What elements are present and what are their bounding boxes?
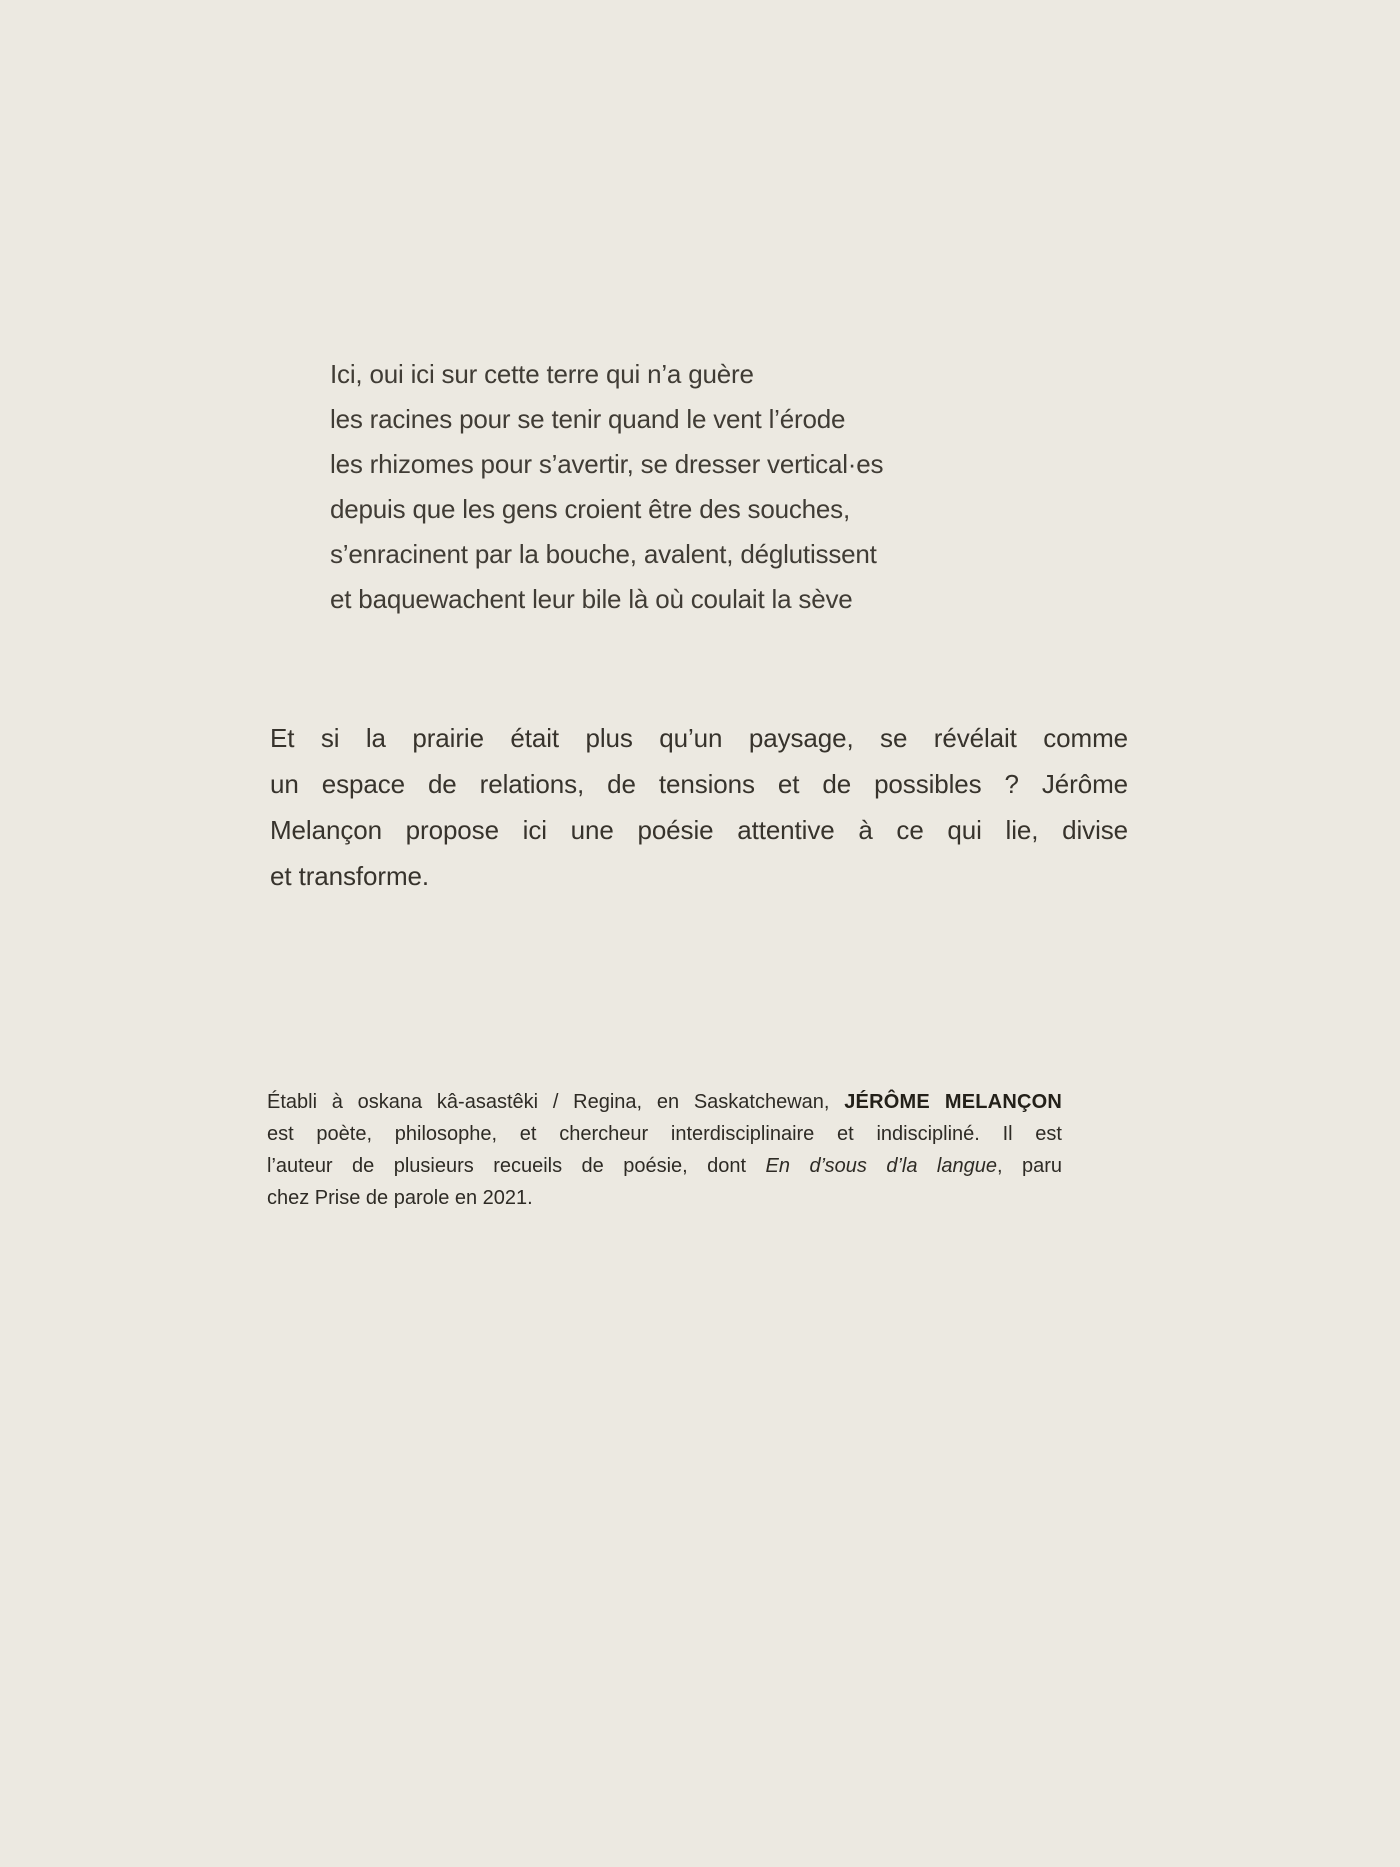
description-line: Melançon propose ici une poésie attentive à ce qui lie, divise: [270, 815, 1128, 845]
bio-line: [267, 1150, 1062, 1182]
poem-excerpt: [330, 352, 883, 622]
bio-line: [267, 1086, 1062, 1118]
poem-line: Ici, oui ici sur cette terre qui n’a guère: [330, 359, 754, 389]
back-cover-description: [270, 715, 1128, 899]
bio-line: est poète, philosophe, et chercheur interdisciplinaire et indiscipliné. Il est: [267, 1123, 1062, 1145]
description-line: un espace de relations, de tensions et de possibles ? Jérôme: [270, 769, 1128, 799]
bio-text: Établi à oskana kâ-asastêki / Regina, en Saskatchewan,: [267, 1091, 845, 1113]
description-line: Et si la prairie était plus qu’un paysage, se révélait comme: [270, 723, 1128, 753]
description-line: et transforme.: [270, 861, 429, 891]
poem-line: depuis que les gens croient être des souches,: [330, 494, 851, 524]
bio-text: l’auteur de plusieurs recueils de poésie, dont: [267, 1155, 766, 1177]
poem-line: et baquewachent leur bile là où coulait la sève: [330, 584, 853, 614]
bio-text: , paru: [996, 1155, 1062, 1177]
poem-line: les racines pour se tenir quand le vent l’érode: [330, 404, 846, 434]
author-bio: [267, 1086, 1062, 1214]
poem-line: s’enracinent par la bouche, avalent, déglutissent: [330, 539, 877, 569]
book-title: En d’sous d’la langue: [765, 1155, 997, 1177]
poem-line: les rhizomes pour s’avertir, se dresser vertical·es: [330, 449, 884, 479]
bio-line: chez Prise de parole en 2021.: [267, 1187, 533, 1209]
author-name: JÉRÔME MELANÇON: [844, 1091, 1063, 1113]
